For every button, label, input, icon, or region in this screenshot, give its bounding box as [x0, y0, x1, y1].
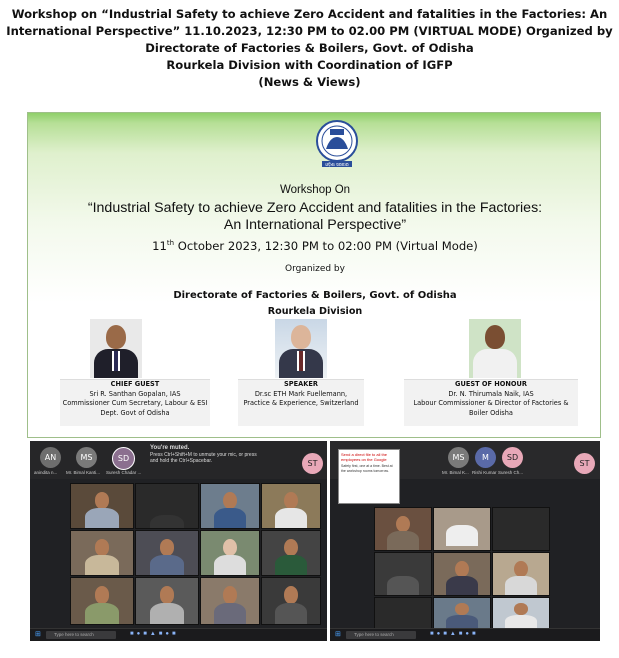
video-tile: [374, 552, 432, 596]
workshop-on-label: Workshop On: [279, 184, 351, 196]
video-tile: [261, 483, 321, 529]
guest-of-honour-role: GUEST OF HONOUR: [455, 380, 527, 388]
title-line-1: Workshop on “Industrial Safety to achieve Zero Accident and fatalities in the Factories: An: [11, 7, 608, 21]
avatar-ms[interactable]: MS: [448, 447, 469, 468]
guest-of-honour-photo: [469, 319, 521, 378]
avatar-an[interactable]: AN: [40, 447, 61, 468]
speaker-card: [238, 379, 364, 426]
taskbar-app-icons[interactable]: ■●■▲■●■: [130, 631, 179, 637]
avatar-label: anindita n...: [34, 470, 58, 475]
directorate-name: Directorate of Factories & Boilers, Govt. of Odisha: [173, 290, 457, 301]
avatar-label: Mr. Bimal Kanti...: [66, 470, 101, 475]
guest-of-honour-line-3: Boiler Odisha: [469, 408, 513, 417]
taskbar-search-input[interactable]: Type here to search: [346, 631, 416, 639]
date-suffix: th: [166, 239, 175, 248]
division-name: Rourkela Division: [267, 306, 363, 317]
taskbar-app-icons[interactable]: ■●■▲■●■: [430, 631, 479, 637]
video-tile: [492, 507, 550, 551]
workshop-title-line-1: “Industrial Safety to achieve Zero Accident and fatalities in the Factories:: [87, 200, 543, 216]
video-tile: [70, 577, 134, 625]
date-rest: October 2023, 12:30 PM to 02:00 PM (Virtual Mode): [174, 239, 478, 253]
page-title: [0, 6, 619, 91]
emblem-text: ଓଡ଼ିଶା ସରକାର: [325, 161, 349, 167]
windows-start-icon[interactable]: ⊞: [335, 631, 341, 638]
chief-guest-role: CHIEF GUEST: [110, 380, 160, 388]
self-avatar[interactable]: ST: [302, 453, 323, 474]
speaker-name: Dr.sc ETH Mark Fuellemann,: [254, 389, 348, 398]
title-line-3: Directorate of Factories & Boilers, Govt. of Odisha: [145, 41, 474, 55]
video-tile: [200, 483, 260, 529]
video-tile: [433, 597, 491, 629]
meeting-screenshot-right: [330, 441, 600, 641]
video-tile: [374, 597, 432, 629]
video-tile: [433, 507, 491, 551]
avatar-ms[interactable]: MS: [76, 447, 97, 468]
avatar-m[interactable]: M: [475, 447, 496, 468]
chief-guest-line-3: Dept. Govt of Odisha: [100, 408, 170, 417]
workshop-title: [28, 200, 602, 234]
muted-title: You're muted.: [150, 445, 190, 451]
speaker-line-2: Practice & Experience, Switzerland: [243, 399, 359, 407]
muted-notice: [150, 445, 265, 465]
guest-of-honour-name: Dr. N. Thirumala Naik, IAS: [448, 389, 534, 398]
speaker-photo: [275, 319, 327, 378]
chat-title: Send a direct file to all the employees on the Google: [341, 452, 388, 462]
video-tile: [200, 530, 260, 576]
video-tile: [374, 507, 432, 551]
speaker-role: SPEAKER: [284, 380, 318, 388]
odisha-emblem-icon: [314, 119, 360, 169]
chat-panel: [338, 449, 400, 504]
video-tile: [433, 552, 491, 596]
windows-start-icon[interactable]: ⊞: [35, 631, 41, 638]
self-avatar[interactable]: ST: [574, 453, 595, 474]
video-tile: [261, 530, 321, 576]
avatar-label: Rishi Kumar: [472, 470, 497, 475]
video-tile: [200, 577, 260, 625]
avatar-sd[interactable]: SD: [112, 447, 135, 470]
chat-body: Safety first, one at a time. Best at the workshop rooms tomorrow.: [341, 464, 393, 473]
chief-guest-name: Sri R. Santhan Gopalan, IAS: [89, 389, 181, 398]
video-tile: [261, 577, 321, 625]
chief-guest-card: [60, 379, 210, 426]
date-day: 11: [152, 239, 167, 253]
guest-of-honour-card: [404, 379, 578, 426]
title-line-4: Rourkela Division with Coordination of IGFP: [166, 58, 453, 72]
chief-guest-photo: [90, 319, 142, 378]
video-tile: [492, 552, 550, 596]
chief-guest-line-2: Commissioner Cum Secretary, Labour & ESI: [62, 399, 208, 407]
avatar-label: Mr. Bimal K...: [442, 470, 469, 475]
title-line-2: International Perspective” 11.10.2023, 12:30 PM to 02.00 PM (VIRTUAL MODE) Organized by: [6, 24, 613, 38]
meeting-screenshot-left: [30, 441, 327, 641]
muted-body: Press Ctrl+Shift+M to unmute your mic, or press and hold the Ctrl+Spacebar.: [150, 451, 257, 464]
workshop-title-line-2: An International Perspective”: [223, 217, 407, 233]
guest-of-honour-line-2: Labour Commissioner & Director of Factories &: [413, 399, 569, 407]
video-tile: [135, 577, 199, 625]
organized-by-label: Organized by: [285, 264, 345, 274]
video-tile: [135, 483, 199, 529]
avatar-sd[interactable]: SD: [502, 447, 523, 468]
workshop-date: [28, 239, 602, 253]
avatar-label: Suresh Ch...: [498, 470, 524, 475]
video-tile: [70, 483, 134, 529]
title-line-5: (News & Views): [258, 75, 361, 89]
video-tile: [135, 530, 199, 576]
workshop-banner: [27, 112, 601, 438]
avatar-label: Suresh Chadar ...: [106, 470, 142, 475]
taskbar-search-input[interactable]: Type here to search: [46, 631, 116, 639]
taskbar: [30, 628, 327, 641]
video-tile: [492, 597, 550, 629]
taskbar: [330, 628, 600, 641]
video-tile: [70, 530, 134, 576]
